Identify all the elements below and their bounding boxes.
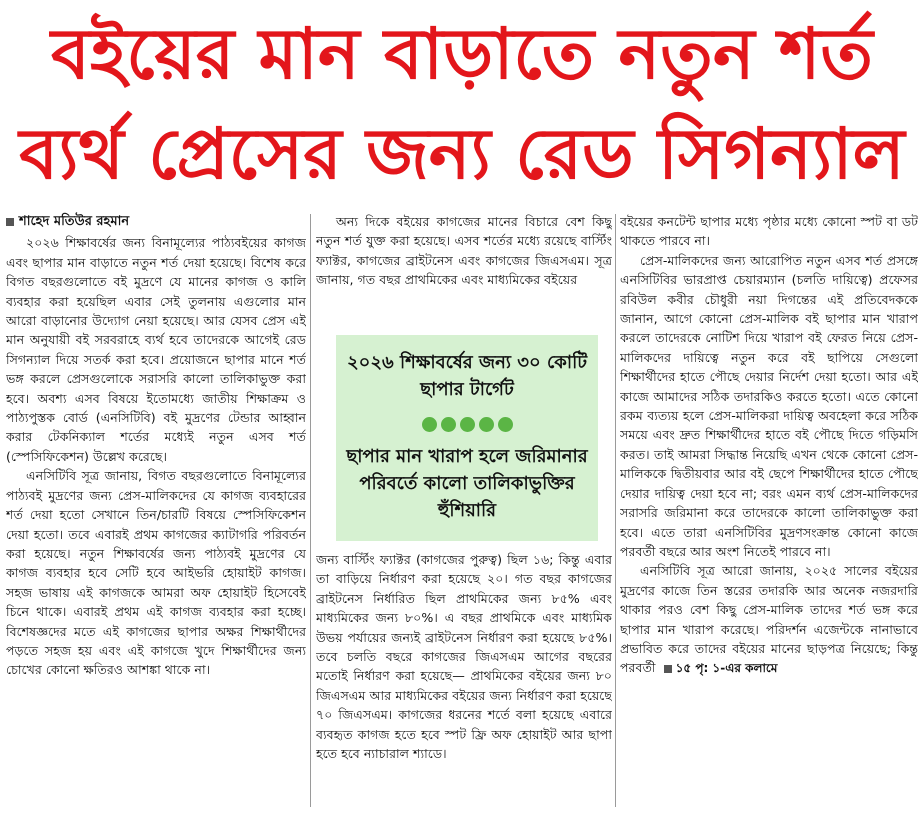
dot-icon (441, 417, 456, 432)
highlight-box (336, 335, 598, 541)
dot-icon (460, 417, 475, 432)
paragraph: প্রেস-মালিকদের জন্য আরোপিত নতুন এসব শর্ত প্রসঙ্গে এনসিটিবির ভারপ্রাপ্ত চেয়ারম্যান (চলতি দায়িত্বে) প্রফেসর রবিউল কবীর চৌধুরী নয়া দিগন্তের এই প্রতিবেদককে জানান, আগে কোনো প্রেস-মালিক বই ছাপার মান খারাপ করলে তাদেরকে নোটিশ দিয়ে খারাপ বই ফেরত নিয়ে প্রেস-মালিকদের দায়িত্বে নতুন করে বই ছাপিয়ে সেগুলো শিক্ষার্থীদের হাতে পৌছে দেয়ার নির্দেশ দেয়া হতো। আর এই কাজে আমাদের সঠিক তদারকিও করতে হতো। এতে কোনো রকম ব্যত্যয় হলে প্রেস-মালিকরা দায়িত্ব অবহেলা করে সঠিক সময়ে এবং দ্রুত শিক্ষার্থীদের হাতে বই পৌছে দিতে গড়িমসি করত। তাই আমরা সিদ্ধান্ত নিয়েছি এখন থেকে কোনো প্রেস-মালিককে দ্বিতীয়বার আর বই ছেপে শিক্ষার্থীদের হাতে পৌছে দেয়ার দায়িত্ব দেয়া হবে না; বরং এমন ব্যর্থ প্রেস-মালিকদের সরাসরি জরিমানা করে তাদেরকে কালো তালিকাভুক্ত করা হবে। এতে তারা এনসিটিবির মুদ্রণসংক্রান্ত কোনো কাজে পরবর্তী বছরে আর অংশ নিতেই পারবে না। (620, 252, 918, 559)
bullet-square-icon (664, 665, 672, 673)
paragraph-text: এনসিটিবি সূত্র আরো জানায়, ২০২৫ সালের বইয়ের মুদ্রণের কাজে তিন স্তরের তদারকি আর অনেক নজরদারি থাকার পরও বেশ কিছু প্রেস-মালিক তাদের শর্ত ভঙ্গ করে ছাপার মান খারাপ করেছে। পরিদর্শন এজেন্টকে নানাভাবে প্রভাবিত করে তাদের বইয়ের মানের ছাড়পত্র নিয়েছে; কিন্তু পরবর্তী (620, 563, 918, 676)
byline-author: শাহেদ মতিউর রহমান (19, 214, 130, 229)
column-divider (310, 214, 311, 807)
paragraph: বইয়ের কনটেন্ট ছাপার মধ্যে পৃষ্ঠার মধ্যে কোনো স্পট বা ডট থাকতে পারবে না। (620, 214, 918, 249)
byline (6, 212, 306, 231)
paragraph: জন্য বার্স্টিং ফ্যাক্টর (কাগজের পুরুত্ব) ছিল ১৬; কিন্তু এবার তা বাড়িয়ে নির্ধারণ করা হয়েছে ২০। গত বছর কাগজের ব্রাইটনেস নির্ধারিত ছিল প্রাথমিকের জন্য ৮৫% এবং মাধ্যমিকের জন্য ৮০%। এ বছর প্রাথমিকে এবং মাধ্যমিক উভয় পর্যায়ের জন্যই ব্রাইটনেস নির্ধারণ করা হয়েছে ৮৫%। তবে চলতি বছরে কাগজের জিএসএম আগের বছরের মতোই নির্ধারণ করা হয়েছে— প্রাথমিকের বইয়ের জন্য ৮০ জিএসএম আর মাধ্যমিকের বইয়ের জন্য নির্ধারণ করা হয়েছে ৭০ জিএসএম। কাগজের ধরনের শর্তে বলা হয়েছে এবারে ব্যবহৃত কাগজ হতে হবে স্পট ফ্রি অফ হোয়াইট আর ছাপা হতে হবে ন্যাচারাল শ্যাডে। (316, 552, 612, 762)
continuation-text: ১৫ পৃ: ১-এর কলামে (675, 661, 778, 676)
continuation-note (660, 661, 778, 675)
headline-line-2: ব্যর্থ প্রেসের জন্য রেড সিগন্যাল (19, 113, 905, 195)
highlight-kicker: ২০২৬ শিক্ষাবর্ষের জন্য ৩০ কোটি ছাপার টার্গেট (346, 352, 588, 400)
paragraph (620, 561, 918, 678)
dot-separator (336, 413, 598, 431)
paragraph: ২০২৬ শিক্ষাবর্ষের জন্য বিনামূল্যের পাঠ্যবইয়ের কাগজ এবং ছাপার মান বাড়াতে নতুন শর্ত দেয়া হয়েছে। বিশেষ করে বিগত বছরগুলোতে বই মুদ্রণে যে মানের কাগজ ও কালি ব্যবহার করা হয়েছিল এবার সেই তুলনায় এগুলোর মান আরো বাড়ানোর উদ্যোগ নেয়া হয়েছে। আর যেসব প্রেস এই মান অনুযায়ী বই সরবরাহে ব্যর্থ হবে তাদেরকে আগেই রেড সিগন্যাল দিয়ে সতর্ক করা হবে। প্রয়োজনে ছাপার মানে শর্ত ভঙ্গ করলে প্রেসগুলোকে সরাসরি কালো তালিকাভুক্ত করা হবে। অবশ্য এসব বিষয়ে ইতোমধ্যে জাতীয় শিক্ষাক্রম ও পাঠ্যপুস্তক বোর্ড (এনসিটিবি) বই মুদ্রণের টেন্ডার আহ্বান করার টেকনিক্যাল শর্তের মধ্যেই নতুন এসব শর্ত (স্পেসিফিকেশন) উল্লেখ করেছে। (6, 235, 306, 464)
dot-icon (422, 417, 437, 432)
bullet-square-icon (6, 218, 14, 226)
article-column-3 (620, 212, 918, 811)
paragraph: এনসিটিবি সূত্র জানায়, বিগত বছরগুলোতে বিনামূল্যের পাঠ্যবই মুদ্রণের জন্য প্রেস-মালিকদের যে কাগজ ব্যবহারের শর্ত দেয়া হতো সেখানে তিন/চারটি বিষয়ে স্পেসিফিকেশন দেয়া হতো। তবে এবারই প্রথম কাগজের ক্যাটাগরি পরিবর্তন করা হয়েছে। নতুন শিক্ষাবর্ষের জন্য পাঠ্যবই মুদ্রণের যে কাগজ ব্যবহার হবে সেটি হবে আইভরি হোয়াইট কাগজ। সহজ ভাষায় এই কাগজকে আমরা অফ হোয়াইট হিসেবেই চিনে থাকে। এবারই প্রথম এই কাগজ ব্যবহার করা হচ্ছে। বিশেষজ্ঞদের মতে এই কাগজের ছাপার অক্ষর শিক্ষার্থীদের পড়তে সহজ হয় এবং এই কাগজে খুদে শিক্ষার্থীদের জন্য চোখের কোনো ক্ষতিরও আশঙ্কা থাকে না। (6, 468, 306, 678)
article-column-1 (6, 212, 306, 811)
dot-icon (479, 417, 494, 432)
highlight-body: ছাপার মান খারাপ হলে জরিমানার পরিবর্তে কালো তালিকাভুক্তির হুঁশিয়ারি (346, 446, 588, 521)
dot-icon (498, 417, 513, 432)
column-divider (615, 214, 616, 807)
paragraph: অন্য দিকে বইয়ের কাগজের মানের বিচারে বেশ কিছু নতুন শর্ত যুক্ত করা হয়েছে। এসব শর্তের মধ্যে রয়েছে বার্স্টিং ফ্যাক্টর, কাগজের ব্রাইটনেস এবং কাগজের জিএসএম। সূত্র জানায়, গত বছর প্রাথমিকের এবং মাধ্যমিকের বইয়ের (316, 214, 612, 288)
headline-line-1: বইয়ের মান বাড়াতে নতুন শর্ত (51, 13, 873, 95)
